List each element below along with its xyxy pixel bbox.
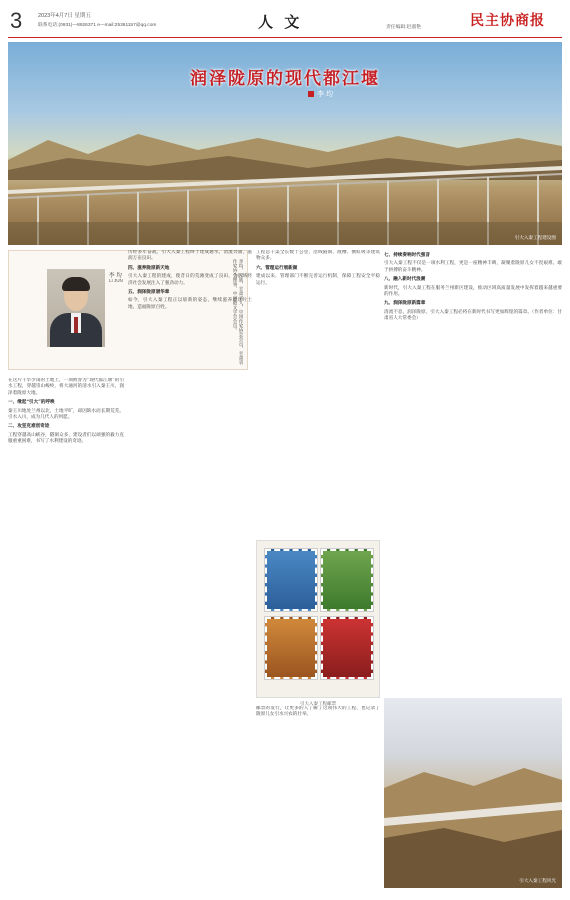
stamp-image [265,549,317,611]
stamps-figure [256,540,380,707]
paragraph: 引大入秦工程不仅是一项水利工程，更是一座精神丰碑，凝聚着陇原儿女不畏艰难、敢于拼搏的奋斗精神。 [384,261,562,273]
page-header [8,8,562,38]
author-name-pinyin: LI JUN [109,278,123,283]
paragraph: 如今，引大入秦工程正以崭新的姿态，继续滋养着这片土地，造福陇原百姓。 [128,298,252,310]
subheading: 九、润泽陇原新篇章 [384,301,426,307]
photo-caption: 引大入秦工程建设图 [514,235,556,240]
issue-date: 2023年4月7日 星期五 [38,13,91,19]
paragraph: 历经多年奋战，引大入秦工程终于建成通水，清流奔涌，滋润万亩良田。 [128,250,252,262]
byline-marker-icon [308,91,314,97]
main-photo [8,42,562,245]
author-portrait [47,269,105,347]
section-title: 人 文 [258,13,303,31]
landscape-scene [384,758,562,888]
paragraph: 清流不息，润泽陇原。引大入秦工程必将在新时代书写更加辉煌的篇章。（作者单位：甘肃省人大常委会） [384,309,562,322]
subheading: 六、管理运行展新颜 [256,265,298,271]
portrait-tie [74,317,78,333]
newspaper-logo: 民主协商报 [470,12,545,28]
column-1 [8,378,124,880]
stamp-image [321,617,373,679]
paragraph: 引大入秦工程的建成，使昔日的荒滩变成了良田，为区域经济社会发展注入了强劲动力。 [128,274,252,286]
author-bio: 李均，汉族，甘肃省人，中国作家协会会员，甘肃省作家协会理事，中国散文学会会员。 [232,259,243,365]
paragraph: 工程总干渠全长数十公里，沿线隧洞、渡槽、倒虹吸等建筑物众多。 [256,250,380,262]
subheading: 五、润泽陇原谱华章 [128,290,170,296]
paragraph: 秦王川地处兰州以北，土地平旷，却因缺水而长期荒芜。引水入川，成为几代人的夙愿。 [8,408,124,421]
stamp-image [321,549,373,611]
contact-info: 联系电话:(0931)—8926371 e—mail:25361157@qq.com [38,23,157,28]
stamps-caption: 引大入秦工程邮票 [300,702,336,707]
paragraph: 新时代，引大入秦工程在服务兰州新区建设、推动区域高质量发展中发挥着越来越重要的作用。 [384,285,562,298]
author-name: 李 均 [109,273,122,279]
page-number: 3 [10,8,23,33]
paragraph: 邮票的发行，让更多的人了解了这项伟大的工程，也记录了陇原儿女引水兴农的壮举。 [256,706,380,718]
portrait-hair [62,277,90,291]
paragraph: 工程穿越高山峡谷，隧洞众多，建设者们以顽强的毅力克服重重困难，书写了水利建设的奇迹。 [8,432,124,445]
column-3 [256,250,380,540]
subheading: 七、持续奏响时代强音 [384,253,430,258]
column-4 [384,250,562,690]
column-2 [128,250,252,880]
subheading: 四、滋养陇原新天地 [128,265,170,271]
paragraph: 在这片干旱少雨的土地上，一项被誉为“现代都江堰”的引水工程，穿越崇山峻岭，将大通河的清水引入秦王川，润泽着陇原大地。 [8,378,124,396]
landscape-caption: 引大入秦工程风光 [519,878,556,883]
article-title: 润泽陇原的现代都江堰 [190,69,380,89]
byline-author: 李 均 [317,91,333,98]
subheading: 二、攻坚克难创奇迹 [8,424,50,430]
byline [308,89,333,99]
column-3-lower [256,706,380,886]
subheading: 一、缘起“引大”的呼唤 [8,400,55,406]
editor-credit: 责任编辑:赵淑艳 [386,25,421,30]
landscape-photo [384,698,562,888]
paragraph: 建成以来，管理部门不断完善运行机制，保障工程安全平稳运行。 [256,274,380,286]
stamp-image [265,617,317,679]
subheading: 八、融入新时代浪潮 [384,277,426,283]
aqueduct-bridge [8,142,562,245]
